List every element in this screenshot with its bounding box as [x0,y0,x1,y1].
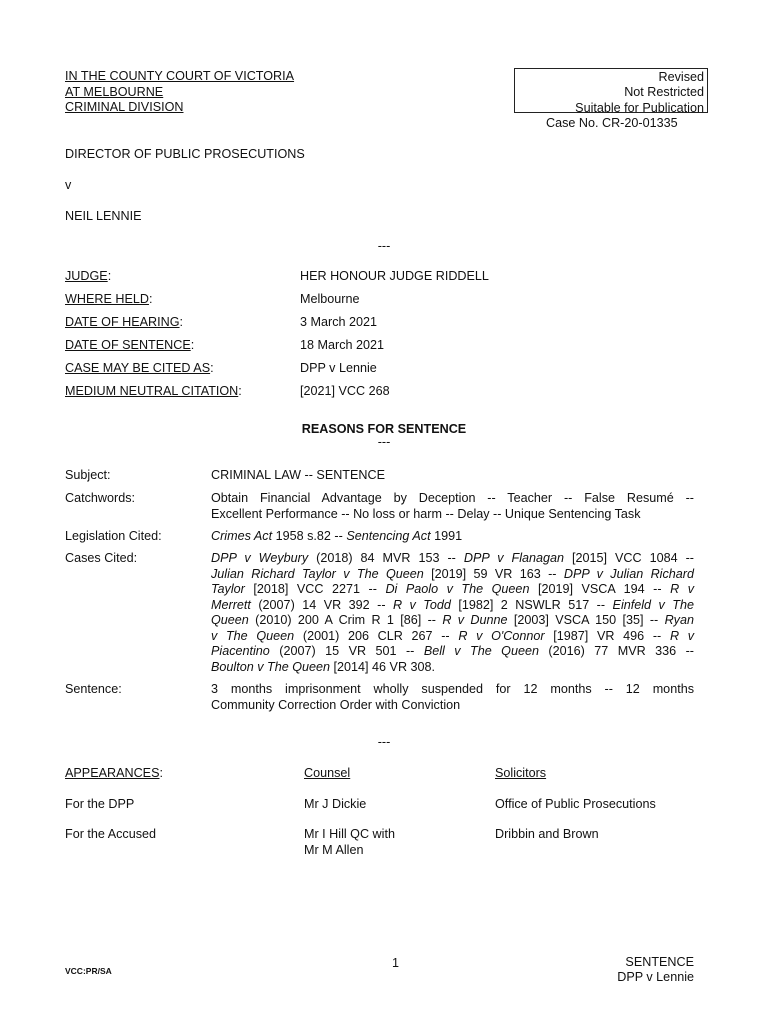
party-dpp: For the DPP [65,797,135,811]
detail-value: 3 March 2021 [300,315,378,329]
sentence-value [211,682,694,713]
court-heading [65,69,294,116]
subject-label: Subject: [65,468,111,482]
legislation-value: Crimes Act 1958 s.82 -- Sentencing Act 1991 [211,529,463,543]
legislation-label: Legislation Cited: [65,529,162,543]
catchwords-line: Excellent Performance -- No loss or harm -- Delay -- Unique Sentencing Task [211,506,641,521]
subject-value: CRIMINAL LAW -- SENTENCE [211,468,385,482]
page-number: 1 [392,956,400,970]
publication-status-box [514,68,708,113]
sentence-label: Sentence: [65,682,122,696]
case-citation-line: Taylor [2018] VCC 2271 -- Di Paolo v The Queen [2019] VSCA 194 -- R v [211,582,694,596]
sentence-line: 3 months imprisonment wholly suspended for 12 months -- 12 months [211,682,694,696]
status-restriction: Not Restricted [624,85,704,100]
prosecutor: DIRECTOR OF PUBLIC PROSECUTIONS [65,147,305,161]
footer-reference: VCC:PR/SA [65,966,112,976]
case-citation-line: Queen (2010) 200 A Crim R 1 [86] -- R v Dunne [2003] VSCA 150 [35] -- Ryan [211,613,694,627]
detail-value: [2021] VCC 268 [300,384,390,398]
solicitors-dpp: Office of Public Prosecutions [495,797,656,811]
separator-3: --- [377,735,391,749]
legislation-act: Sentencing Act [346,529,431,543]
status-revised: Revised [658,70,704,84]
court-line-1: IN THE COUNTY COURT OF VICTORIA [65,69,295,83]
solicitors-accused: Dribbin and Brown [495,827,599,841]
detail-value: DPP v Lennie [300,361,377,375]
detail-value: Melbourne [300,292,360,306]
detail-value: 18 March 2021 [300,338,385,352]
catchwords-label: Catchwords: [65,491,135,505]
solicitors-header: Solicitors [495,766,547,780]
case-citation-line: Julian Richard Taylor v The Queen [2019] 59 VR 163 -- DPP v Julian Richard [211,566,694,581]
catchwords-value [211,491,694,522]
footer-title: SENTENCE DPP v Lennie [617,955,694,984]
legislation-act: Crimes Act [211,529,273,543]
detail-label: JUDGE [65,269,108,283]
catchwords-line: Obtain Financial Advantage by Deception -- Teacher -- False Resumé -- [211,491,694,505]
detail-label: DATE OF HEARING [65,315,180,329]
case-citation-line: v The Queen (2001) 206 CLR 267 -- R v O'Connor [1987] VR 496 -- R v [211,628,695,643]
cases-cited-value [211,551,694,675]
counsel-header: Counsel [304,766,351,780]
counsel-dpp: Mr J Dickie [304,797,367,811]
sentence-line: Community Correction Order with Conviction [211,697,461,712]
case-citation-line: Boulton v The Queen [2014] 46 VR 308. [211,659,436,674]
detail-label: WHERE HELD [65,292,149,306]
court-line-3: CRIMINAL DIVISION [65,100,184,114]
case-number: Case No. CR-20-01335 [546,116,678,130]
detail-label: DATE OF SENTENCE [65,338,191,352]
counsel-accused: Mr I Hill QC with Mr M Allen [304,827,395,857]
separator-2: --- [377,435,391,449]
case-citation-line: DPP v Weybury (2018) 84 MVR 153 -- DPP v Flanagan [2015] VCC 1084 -- [211,551,694,565]
court-line-2: AT MELBOURNE [65,84,164,99]
accused: NEIL LENNIE [65,209,142,223]
cases-cited-label: Cases Cited: [65,551,138,565]
case-citation-line: Merrett (2007) 14 VR 392 -- R v Todd [1982] 2 NSWLR 517 -- Einfeld v The [211,597,694,612]
party-accused: For the Accused [65,827,157,841]
reasons-heading: REASONS FOR SENTENCE [301,422,467,436]
detail-value: HER HONOUR JUDGE RIDDELL [300,269,489,283]
detail-label: CASE MAY BE CITED AS [65,361,211,375]
detail-label: MEDIUM NEUTRAL CITATION [65,384,239,398]
case-citation-line: Piacentino (2007) 15 VR 501 -- Bell v The Queen (2016) 77 MVR 336 -- [211,644,694,658]
appearances-label: APPEARANCES: [65,766,163,780]
versus: v [65,178,72,192]
status-publication: Suitable for Publication [575,100,704,115]
separator-1: --- [377,239,391,253]
